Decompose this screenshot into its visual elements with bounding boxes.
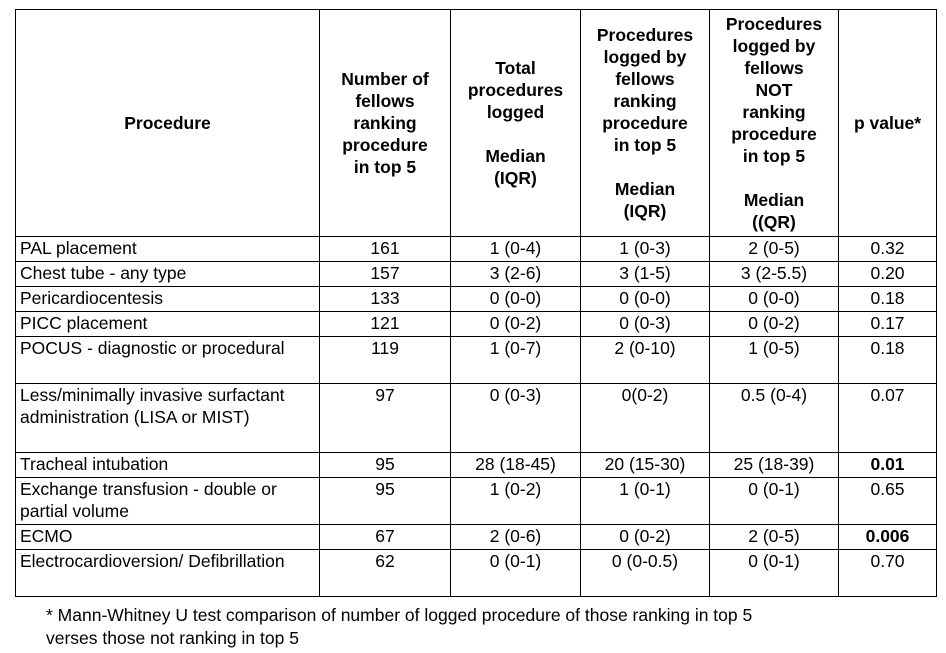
- ranking-median-cell: 0 (0-0.5): [581, 550, 710, 597]
- p-value-cell: 0.006: [839, 525, 937, 550]
- footnote: * Mann-Whitney U test comparison of number of logged procedure of those ranking in top 5 verses those not ranking in top 5: [46, 605, 753, 648]
- table-row: [16, 384, 937, 453]
- ranking-median-cell: 3 (1-5): [581, 262, 710, 287]
- p-value-cell: 0.17: [839, 312, 937, 337]
- not-ranking-median-cell: 0 (0-0): [710, 287, 839, 312]
- count-cell: 95: [320, 453, 451, 478]
- not-ranking-median-cell: 1 (0-5): [710, 337, 839, 384]
- total-median-cell: 0 (0-1): [451, 550, 581, 597]
- header-logged-not-ranking: Procedures logged by fellows NOT ranking procedure in top 5 Median ((QR): [710, 10, 839, 237]
- ranking-median-cell: 2 (0-10): [581, 337, 710, 384]
- procedure-cell: POCUS - diagnostic or procedural: [16, 337, 320, 384]
- count-cell: 157: [320, 262, 451, 287]
- count-cell: 133: [320, 287, 451, 312]
- ranking-median-cell: 0 (0-0): [581, 287, 710, 312]
- ranking-median-cell: 1 (0-1): [581, 478, 710, 525]
- not-ranking-median-cell: 25 (18-39): [710, 453, 839, 478]
- total-median-cell: 1 (0-7): [451, 337, 581, 384]
- table-row: [16, 525, 937, 550]
- total-median-cell: 0 (0-0): [451, 287, 581, 312]
- not-ranking-median-cell: 0 (0-2): [710, 312, 839, 337]
- table-row: [16, 312, 937, 337]
- count-cell: 95: [320, 478, 451, 525]
- procedure-cell: ECMO: [16, 525, 320, 550]
- table-row: [16, 453, 937, 478]
- procedure-cell: Chest tube - any type: [16, 262, 320, 287]
- not-ranking-median-cell: 2 (0-5): [710, 525, 839, 550]
- total-median-cell: 1 (0-4): [451, 237, 581, 262]
- p-value-cell: 0.20: [839, 262, 937, 287]
- procedure-cell: Tracheal intubation: [16, 453, 320, 478]
- ranking-median-cell: 0 (0-2): [581, 525, 710, 550]
- header-logged-ranking: Procedures logged by fellows ranking procedure in top 5 Median (IQR): [581, 10, 710, 237]
- ranking-median-cell: 0 (0-3): [581, 312, 710, 337]
- count-cell: 67: [320, 525, 451, 550]
- header-procedure: Procedure: [16, 10, 320, 237]
- count-cell: 121: [320, 312, 451, 337]
- count-cell: 62: [320, 550, 451, 597]
- not-ranking-median-cell: 3 (2-5.5): [710, 262, 839, 287]
- procedure-cell: Electrocardioversion/ Defibrillation: [16, 550, 320, 597]
- p-value-cell: 0.32: [839, 237, 937, 262]
- total-median-cell: 0 (0-3): [451, 384, 581, 453]
- ranking-median-cell: 1 (0-3): [581, 237, 710, 262]
- p-value-cell: 0.07: [839, 384, 937, 453]
- p-value-cell: 0.18: [839, 337, 937, 384]
- header-number-ranking: Number of fellows ranking procedure in top 5: [320, 10, 451, 237]
- not-ranking-median-cell: 0 (0-1): [710, 478, 839, 525]
- header-row: [16, 10, 937, 237]
- p-value-cell: 0.70: [839, 550, 937, 597]
- table-row: [16, 337, 937, 384]
- count-cell: 119: [320, 337, 451, 384]
- count-cell: 97: [320, 384, 451, 453]
- procedure-cell: PICC placement: [16, 312, 320, 337]
- not-ranking-median-cell: 0 (0-1): [710, 550, 839, 597]
- total-median-cell: 28 (18-45): [451, 453, 581, 478]
- p-value-cell: 0.65: [839, 478, 937, 525]
- procedure-cell: PAL placement: [16, 237, 320, 262]
- header-total-logged: Total procedures logged Median (IQR): [451, 10, 581, 237]
- not-ranking-median-cell: 0.5 (0-4): [710, 384, 839, 453]
- procedure-cell: Exchange transfusion - double or partial volume: [16, 478, 320, 525]
- total-median-cell: 0 (0-2): [451, 312, 581, 337]
- not-ranking-median-cell: 2 (0-5): [710, 237, 839, 262]
- table-row: [16, 550, 937, 597]
- ranking-median-cell: 20 (15-30): [581, 453, 710, 478]
- count-cell: 161: [320, 237, 451, 262]
- total-median-cell: 2 (0-6): [451, 525, 581, 550]
- table-row: [16, 287, 937, 312]
- procedures-table: [15, 9, 937, 597]
- table-row: [16, 237, 937, 262]
- table-row: [16, 478, 937, 525]
- ranking-median-cell: 0(0-2): [581, 384, 710, 453]
- p-value-cell: 0.18: [839, 287, 937, 312]
- total-median-cell: 3 (2-6): [451, 262, 581, 287]
- procedure-cell: Less/minimally invasive surfactant administration (LISA or MIST): [16, 384, 320, 453]
- total-median-cell: 1 (0-2): [451, 478, 581, 525]
- p-value-cell: 0.01: [839, 453, 937, 478]
- table-row: [16, 262, 937, 287]
- header-p-value: p value*: [839, 10, 937, 237]
- procedure-cell: Pericardiocentesis: [16, 287, 320, 312]
